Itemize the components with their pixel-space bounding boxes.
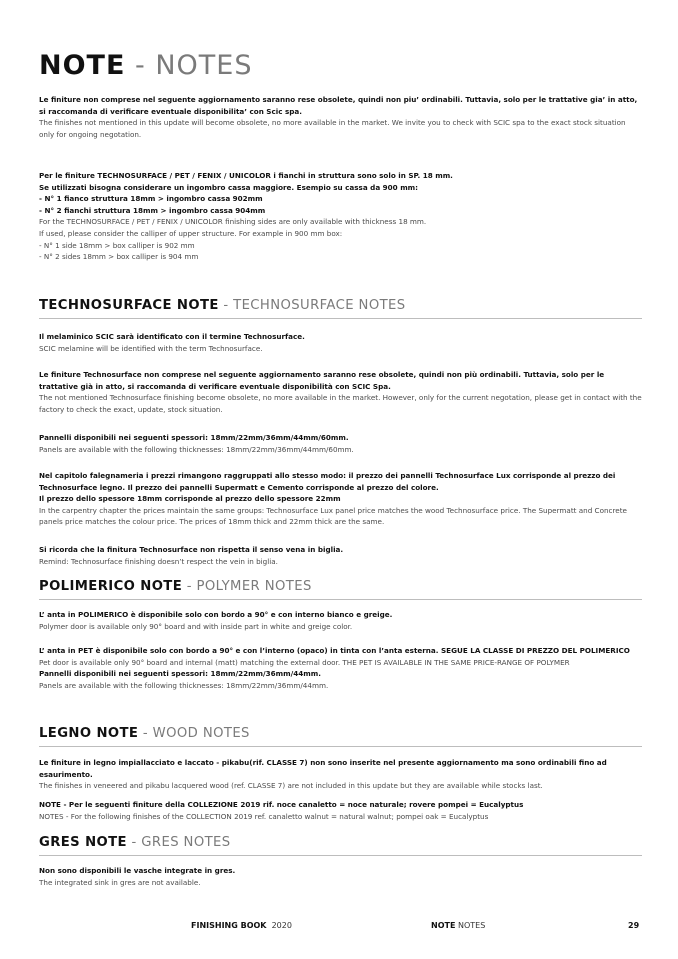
wood-note-2 (39, 799, 642, 822)
page-number-value: 29 (628, 921, 640, 930)
technosurface-p2-it: Le finiture Technosurface non comprese nel seguente aggiornamento saranno rese obsolete, quindi non più ordinabili. Tuttavia, solo per le trattative già in atto, si raccomanda di verificare eventuale disponibilità con SCIC Spa. (39, 370, 605, 391)
polymer-p1-it: L’ anta in POLIMERICO è disponibile solo con bordo a 90° e con interno bianco e greige. (39, 610, 393, 619)
intro-it: Le finiture non comprese nel seguente aggiornamento saranno rese obsolete, quindi non piu’ ordinabili. Tuttavia, solo per le trattative gia’ in atto, si raccomanda di verificare eventuale disponibilita’ con Scic spa. (39, 95, 638, 116)
structure-en-line: For the TECHNOSURFACE / PET / FENIX / UNICOLOR finishing sides are only available with thickness 18 mm. (39, 217, 427, 227)
gres-heading-main: GRES NOTE (39, 835, 127, 850)
gres-p1-en: The integrated sink in gres are not available. (39, 877, 201, 887)
technosurface-p1-en: SCIC melamine will be identified with the term Technosurface. (39, 343, 263, 353)
polymer-p1-en: Polymer door is available only 90° board and with inside part in white and greige color. (39, 621, 353, 631)
structure-it-line: - N° 2 fianchi struttura 18mm > ingombro cassa 904mm (39, 205, 266, 215)
technosurface-p3-it: Pannelli disponibili nei seguenti spessori: 18mm/22mm/36mm/44mm/60mm. (39, 433, 349, 442)
structure-en-line: - N° 2 sides 18mm > box calliper is 904 mm (39, 252, 199, 262)
polymer-p3-it: Pannelli disponibili nei seguenti spessori: 18mm/22mm/36mm/44mm. (39, 669, 321, 679)
section-divider (39, 746, 642, 747)
page-title-sub: NOTES (155, 50, 253, 81)
gres-heading (39, 835, 231, 851)
wood-p2-it: NOTE - Per le seguenti finiture della COLLEZIONE 2019 rif. noce canaletto = noce naturale; rovere pompei = Eucalyptus (39, 800, 524, 809)
gres-note-1 (39, 865, 642, 888)
intro-note (39, 94, 642, 140)
technosurface-heading-dash: - (218, 298, 234, 313)
gres-p1-it: Non sono disponibili le vasche integrate in gres. (39, 866, 236, 875)
polymer-note-2 (39, 645, 642, 691)
polymer-p2-en: Pet door is available only 90° board and internal (matt) matching the external door. THE PET IS AVAILABLE IN THE SAME PRICE-RANGE OF POLYMER (39, 657, 570, 667)
page-title-dash: - (125, 50, 156, 81)
footer-section-light: NOTES (457, 921, 486, 930)
polymer-p3-en: Panels are available with the following thicknesses: 18mm/22mm/36mm/44mm. (39, 680, 329, 690)
structure-it-line: - N° 1 fianco struttura 18mm > ingombro cassa 902mm (39, 194, 263, 204)
polymer-heading-main: POLIMERICO NOTE (39, 579, 183, 594)
technosurface-p1-it: Il melaminico SCIC sarà identificato con il termine Technosurface. (39, 332, 305, 341)
technosurface-p4-it: Nel capitolo falegnameria i prezzi rimangono raggruppati allo stesso modo: il prezzo dei pannelli Technosurface Lux corrisponde al prezzo dei Technosurface legno. Il prezzo dei pannelli Supermatt e Cemento corrisponde al prezzo del colore. (39, 471, 616, 492)
technosurface-p4-en: In the carpentry chapter the prices maintain the same groups: Technosurface Lux panel price matches the wood Technosurface price. The Supermatt and Concrete panels price matches the colour price. The prices of 18mm thick and 22mm thick are the same. (39, 505, 627, 527)
technosurface-note-4 (39, 470, 642, 528)
technosurface-p2-en: The not mentioned Technosurface finishing become obsolete, no more available in the market. However, only for the current negotation, please get in contact with the factory to check the exact, update, stock situation. (39, 393, 642, 414)
polymer-heading-sub: POLYMER NOTES (196, 579, 312, 594)
gres-heading-dash: - (126, 835, 142, 850)
wood-heading-main: LEGNO NOTE (39, 726, 139, 741)
polymer-heading (39, 579, 312, 595)
wood-heading-dash: - (138, 726, 153, 741)
wood-heading (39, 726, 250, 742)
wood-p1-it: Le finiture in legno impiallacciato e laccato - pikabu(rif. CLASSE 7) non sono inserite nel presente aggiornamento ma sono ordinabili fino ad esaurimento. (39, 758, 607, 779)
polymer-p2-it: L’ anta in PET è disponibile solo con bordo a 90° e con l’interno (opaco) in tinta con l’anta esterna. SEGUE LA CLASSE DI PREZZO DEL POLIMERICO (39, 646, 630, 655)
polymer-heading-dash: - (182, 579, 197, 594)
technosurface-p5-en: Remind: Technosurface finishing doesn’t respect the vein in biglia. (39, 556, 278, 566)
section-divider (39, 599, 642, 600)
technosurface-p5-it: Si ricorda che la finitura Technosurface non rispetta il senso vena in biglia. (39, 545, 344, 554)
structure-en-line: - N° 1 side 18mm > box calliper is 902 mm (39, 240, 195, 250)
wood-note-1 (39, 757, 642, 792)
technosurface-note-5 (39, 544, 642, 567)
section-divider (39, 318, 642, 319)
footer-section-bold: NOTE (431, 921, 456, 930)
intro-en: The finishes not mentioned in this update will become obsolete, no more available in the market. We invite you to check with SCIC spa to the exact stock situation only for ongoing negotation. (39, 118, 626, 139)
footer-year: 2020 (271, 921, 292, 930)
footer-book (191, 920, 292, 932)
gres-heading-sub: GRES NOTES (141, 835, 231, 850)
page-title-main: NOTE (39, 50, 126, 81)
wood-heading-sub: WOOD NOTES (152, 726, 250, 741)
structure-it-line: Se utilizzati bisogna considerare un ingombro cassa maggiore. Esempio su cassa da 900 mm: (39, 182, 419, 192)
technosurface-heading (39, 298, 406, 314)
technosurface-heading-sub: TECHNOSURFACE NOTES (233, 298, 406, 313)
technosurface-p4-it2: Il prezzo dello spessore 18mm corrisponde al prezzo dello spessore 22mm (39, 494, 341, 504)
technosurface-heading-main: TECHNOSURFACE NOTE (39, 298, 219, 313)
polymer-note-1 (39, 609, 642, 632)
page-number (628, 920, 639, 932)
technosurface-p3-en: Panels are available with the following thicknesses: 18mm/22mm/36mm/44mm/60mm. (39, 444, 354, 454)
structure-en-line: If used, please consider the calliper of upper structure. For example in 900 mm box: (39, 228, 343, 238)
wood-p1-en: The finishes in veneered and pikabu lacquered wood (ref. CLASSE 7) are not included in this update but they are available while stocks last. (39, 781, 543, 791)
footer-book-title: FINISHING BOOK (191, 921, 267, 930)
footer-section (431, 920, 485, 932)
section-divider (39, 855, 642, 856)
page-title (39, 50, 252, 82)
structure-note (39, 170, 642, 263)
structure-it-line: Per le finiture TECHNOSURFACE / PET / FENIX / UNICOLOR i fianchi in struttura sono solo in SP. 18 mm. (39, 171, 453, 180)
technosurface-note-2 (39, 369, 642, 415)
wood-p2-en: NOTES - For the following finishes of the COLLECTION 2019 ref. canaletto walnut = natural walnut; pompei oak = Eucalyptus (39, 811, 489, 821)
technosurface-note-3 (39, 432, 642, 455)
technosurface-note-1 (39, 331, 642, 354)
